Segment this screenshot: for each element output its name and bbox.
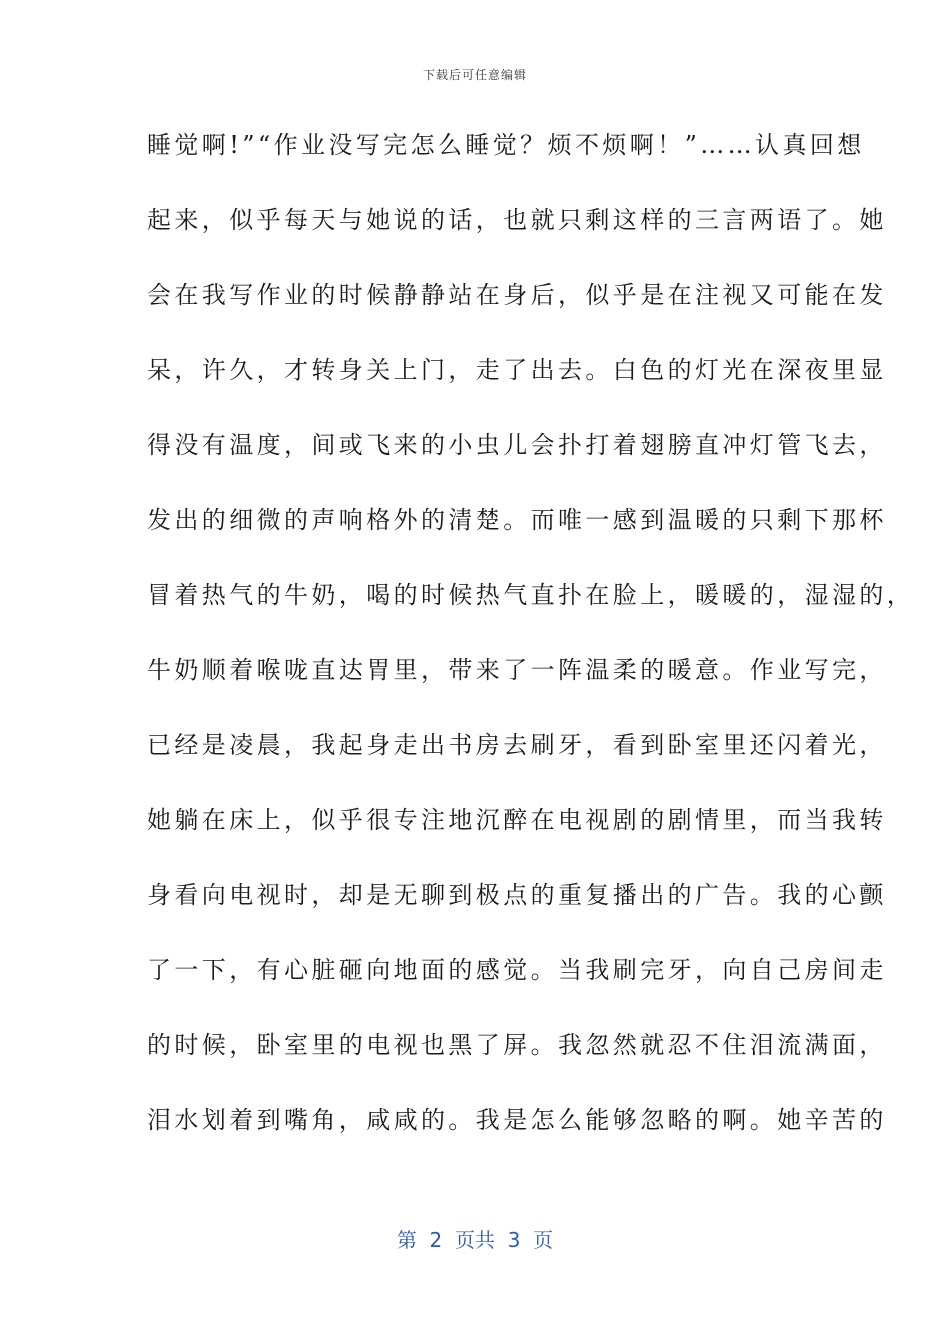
body-text	[147, 118, 915, 1168]
text-line: 呆，许久，才转身关上门，走了出去。白色的灯光在深夜里显	[147, 356, 887, 384]
text-line: 她躺在床上，似乎很专注地沉醉在电视剧的剧情里，而当我转	[147, 806, 887, 834]
text-line: 冒着热气的牛奶，喝的时候热气直扑在脸上，暖暖的，湿湿的，	[147, 581, 915, 609]
current-page-number: 2	[429, 1228, 443, 1252]
header-note: 下载后可任意编辑	[422, 68, 527, 82]
text-line: 的时候，卧室里的电视也黑了屏。我忽然就忍不住泪流满面，	[147, 1031, 887, 1059]
text-line: 已经是凌晨，我起身走出书房去刷牙，看到卧室里还闪着光，	[147, 731, 887, 759]
text-line: 牛奶顺着喉咙直达胃里，带来了一阵温柔的暖意。作业写完，	[147, 656, 887, 684]
page-footer	[0, 1224, 950, 1253]
page-suffix: 页	[520, 1228, 554, 1252]
page-middle: 页共	[442, 1228, 508, 1252]
page-prefix: 第	[396, 1228, 430, 1252]
text-line: 身看向电视时，却是无聊到极点的重复播出的广告。我的心颤	[147, 881, 887, 909]
text-line: 睡觉啊!”“作业没写完怎么睡觉？烦不烦啊！”……认真回想	[147, 131, 865, 159]
text-line: 会在我写作业的时候静静站在身后，似乎是在注视又可能在发	[147, 281, 887, 309]
text-line: 得没有温度，间或飞来的小虫儿会扑打着翅膀直冲灯管飞去，	[147, 431, 887, 459]
text-line: 起来，似乎每天与她说的话，也就只剩这样的三言两语了。她	[147, 206, 887, 234]
text-line: 了一下，有心脏砸向地面的感觉。当我刷完牙，向自己房间走	[147, 956, 887, 984]
text-line: 发出的细微的声响格外的清楚。而唯一感到温暖的只剩下那杯	[147, 506, 887, 534]
text-line: 泪水划着到嘴角，咸咸的。我是怎么能够忽略的啊。她辛苦的	[147, 1106, 887, 1134]
total-pages-number: 3	[507, 1228, 521, 1252]
